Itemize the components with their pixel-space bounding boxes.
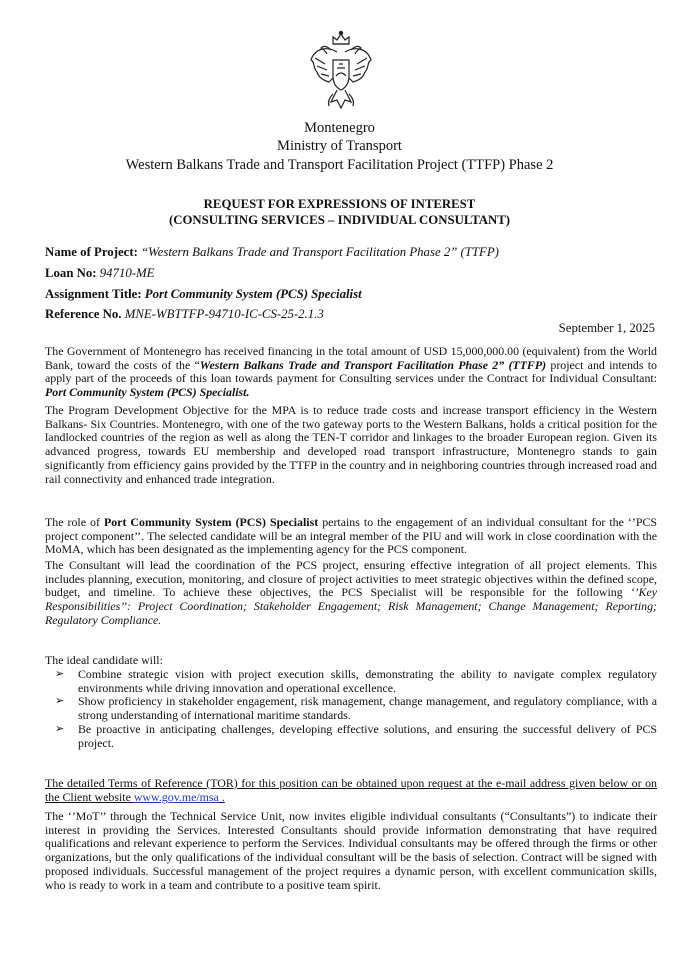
paragraph-objective: The Program Development Objective for the MPA is to reduce trade costs and increase transport efficiency in the Western Balkans- Six Countries. Montenegro, with one of the two gateway ports to the Western Balkans, holds a critical position for the landlocked countries of the region as well as along the TEN-T corridor and linkages to the broader European region. Given its advanced progress, towards EU membership and developed road transport infrastructure, Montenegro stands to gain significantly from efficiency gains provided by the TTFP in the country and in neighboring countries through increased road and rail connectivity and enhanced trade integration. bbox=[45, 403, 657, 486]
p4-key-responsibilities: ‘’Key Responsibilities’’: Project Coordination; Stakeholder Engagement; Risk Management; Change Management; Reporting; Regulatory Compliance. bbox=[45, 585, 657, 627]
arrow-bullet-icon: ➢ bbox=[55, 695, 65, 708]
p3-text-c: pertains to the engagement of an individual consultant for the ‘’PCS project component’’. The selected candidate will be an integral member of the PIU and will work in close coordination with the MoMA, which has been designated as the implementing agency for the PCS component. bbox=[45, 515, 657, 557]
paragraph-financing bbox=[45, 345, 657, 400]
p3-text-a: The role of bbox=[45, 515, 104, 529]
title-line-2: (CONSULTING SERVICES – INDIVIDUAL CONSULTANT) bbox=[168, 213, 511, 227]
paragraph-responsibilities bbox=[45, 559, 657, 628]
meta-project bbox=[45, 244, 499, 261]
ideal-candidate-list bbox=[45, 668, 657, 750]
meta-loan bbox=[45, 265, 155, 282]
arrow-bullet-icon: ➢ bbox=[55, 668, 65, 680]
header-country: Montenegro bbox=[304, 120, 375, 136]
list-item-text: Be proactive in anticipating challenges, developing effective solutions, and ensuring the successful delivery of PCS project. bbox=[78, 721, 657, 750]
p1-project-name: Western Balkans Trade and Transport Facilitation Phase 2” (TTFP) bbox=[199, 357, 547, 372]
p3-role-name: Port Community System (PCS) Specialist bbox=[103, 515, 319, 529]
meta-project-label: Name of Project: bbox=[45, 245, 138, 259]
header-ministry: Ministry of Transport bbox=[277, 138, 402, 154]
list-item bbox=[45, 695, 657, 722]
client-website-link[interactable]: www.gov.me/msa bbox=[133, 789, 219, 804]
meta-reference-value: MNE-WBTTFP-94710-IC-CS-25-2.1.3 bbox=[124, 307, 324, 321]
paragraph-role bbox=[45, 516, 657, 557]
p1-text-a: The Government of Montenegro has received financing in the total amount of USD 15,000,000.00 (equivalent) from the World Bank, toward the costs of the “ bbox=[45, 344, 657, 372]
tor-text: The detailed Terms of Reference (TOR) for this position can be obtained upon request at the e-mail address given below or on the Client website bbox=[45, 776, 657, 804]
meta-loan-value: 94710-ME bbox=[99, 266, 155, 280]
meta-reference-label: Reference No. bbox=[45, 307, 122, 321]
tor-end: . bbox=[218, 789, 225, 804]
meta-reference bbox=[45, 306, 324, 323]
meta-assignment-value: Port Community System (PCS) Specialist bbox=[144, 287, 362, 301]
p4-text-a: The Consultant will lead the coordination of the PCS project, ensuring effective integration of all project elements. This includes planning, execution, monitoring, and closure of project activities to meet strategic objectives within the defined scope, budget, and timeline. To achieve these objectives, the PCS Specialist will be responsible for the following bbox=[45, 558, 657, 600]
list-item-text: Combine strategic vision with project execution skills, demonstrating the ability to navigate complex regulatory environments while driving innovation and operational excellence. bbox=[78, 667, 657, 695]
ideal-candidate-intro: The ideal candidate will: bbox=[45, 653, 163, 667]
meta-assignment-label: Assignment Title: bbox=[45, 287, 142, 301]
header-project: Western Balkans Trade and Transport Facilitation Project (TTFP) Phase 2 bbox=[125, 157, 554, 173]
title-line-1: REQUEST FOR EXPRESSIONS OF INTEREST bbox=[203, 197, 476, 211]
coat-of-arms-emblem bbox=[309, 30, 373, 114]
document-date: September 1, 2025 bbox=[558, 321, 655, 335]
paragraph-invitation: The ‘’MoT’’ through the Technical Service Unit, now invites eligible individual consultants (“Consultants”) to indicate their interest in providing the Services. Interested Consultants should provide information demonstrating that have required qualifications and relevant experience to perform the Services. Individual consultants may be offered through the firms or other organizations, but the only qualifications of the individual consultant will be the basis of selection. Contract will be signed with proposed individuals. Successful management of the project requires a dynamic person, with excellent communication skills, who is ready to work in a team and contribute to a positive team spirit. bbox=[45, 809, 657, 892]
paragraph-tor bbox=[45, 777, 657, 804]
list-item bbox=[45, 668, 657, 695]
arrow-bullet-icon: ➢ bbox=[55, 722, 65, 735]
p1-text-c: project and intends to apply part of the proceeds of this loan towards payment for Consulting services under the Contract for Individual Consultant: bbox=[45, 357, 657, 386]
list-item-text: Show proficiency in stakeholder engagement, risk management, change management, and regulatory compliance, with a strong understanding of international maritime standards. bbox=[78, 694, 657, 723]
p1-assignment-name: Port Community System (PCS) Specialist. bbox=[45, 385, 250, 400]
meta-loan-label: Loan No: bbox=[45, 266, 97, 280]
list-item bbox=[45, 723, 657, 750]
meta-assignment bbox=[45, 286, 362, 303]
meta-project-value: “Western Balkans Trade and Transport Facilitation Phase 2” (TTFP) bbox=[141, 245, 499, 259]
